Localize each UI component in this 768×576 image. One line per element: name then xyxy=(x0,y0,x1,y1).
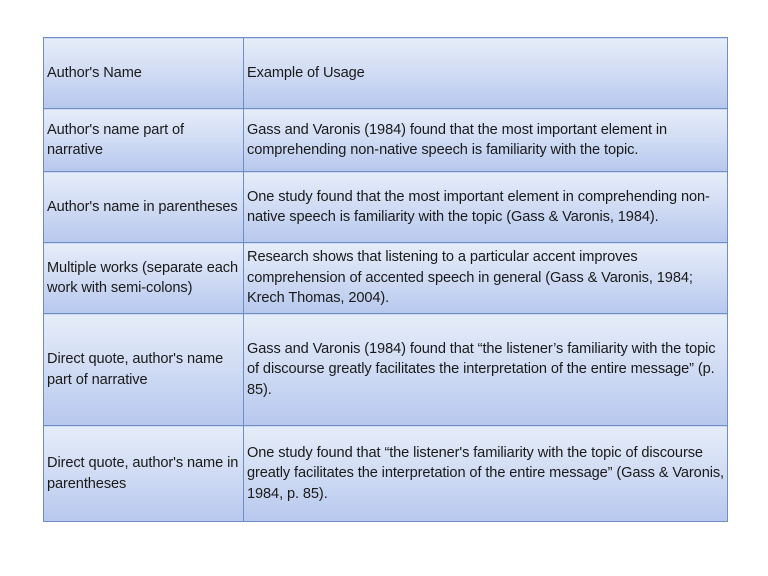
row-example: Gass and Varonis (1984) found that the most important element in comprehending non-native speech is familiarity with the topic. xyxy=(244,109,728,172)
row-author-format: Direct quote, author's name in parentheses xyxy=(44,426,244,522)
table-row xyxy=(44,426,728,522)
table-row xyxy=(44,109,728,172)
row-author-format: Direct quote, author's name part of narrative xyxy=(44,314,244,426)
row-author-format: Author's name part of narrative xyxy=(44,109,244,172)
table-row xyxy=(44,314,728,426)
row-example: Research shows that listening to a particular accent improves comprehension of accented speech in general (Gass & Varonis, 1984; Krech Thomas, 2004). xyxy=(244,243,728,314)
header-example-usage: Example of Usage xyxy=(244,38,728,109)
row-author-format: Multiple works (separate each work with semi-colons) xyxy=(44,243,244,314)
row-example: Gass and Varonis (1984) found that “the listener’s familiarity with the topic of discourse greatly facilitates the interpretation of the entire message” (p. 85). xyxy=(244,314,728,426)
row-author-format: Author's name in parentheses xyxy=(44,172,244,243)
header-author-name: Author's Name xyxy=(44,38,244,109)
table-row xyxy=(44,243,728,314)
citation-table xyxy=(43,37,728,522)
table-header-row xyxy=(44,38,728,109)
row-example: One study found that “the listener's familiarity with the topic of discourse greatly facilitates the interpretation of the entire message” (Gass & Varonis, 1984, p. 85). xyxy=(244,426,728,522)
row-example: One study found that the most important element in comprehending non-native speech is familiarity with the topic (Gass & Varonis, 1984). xyxy=(244,172,728,243)
table-row xyxy=(44,172,728,243)
